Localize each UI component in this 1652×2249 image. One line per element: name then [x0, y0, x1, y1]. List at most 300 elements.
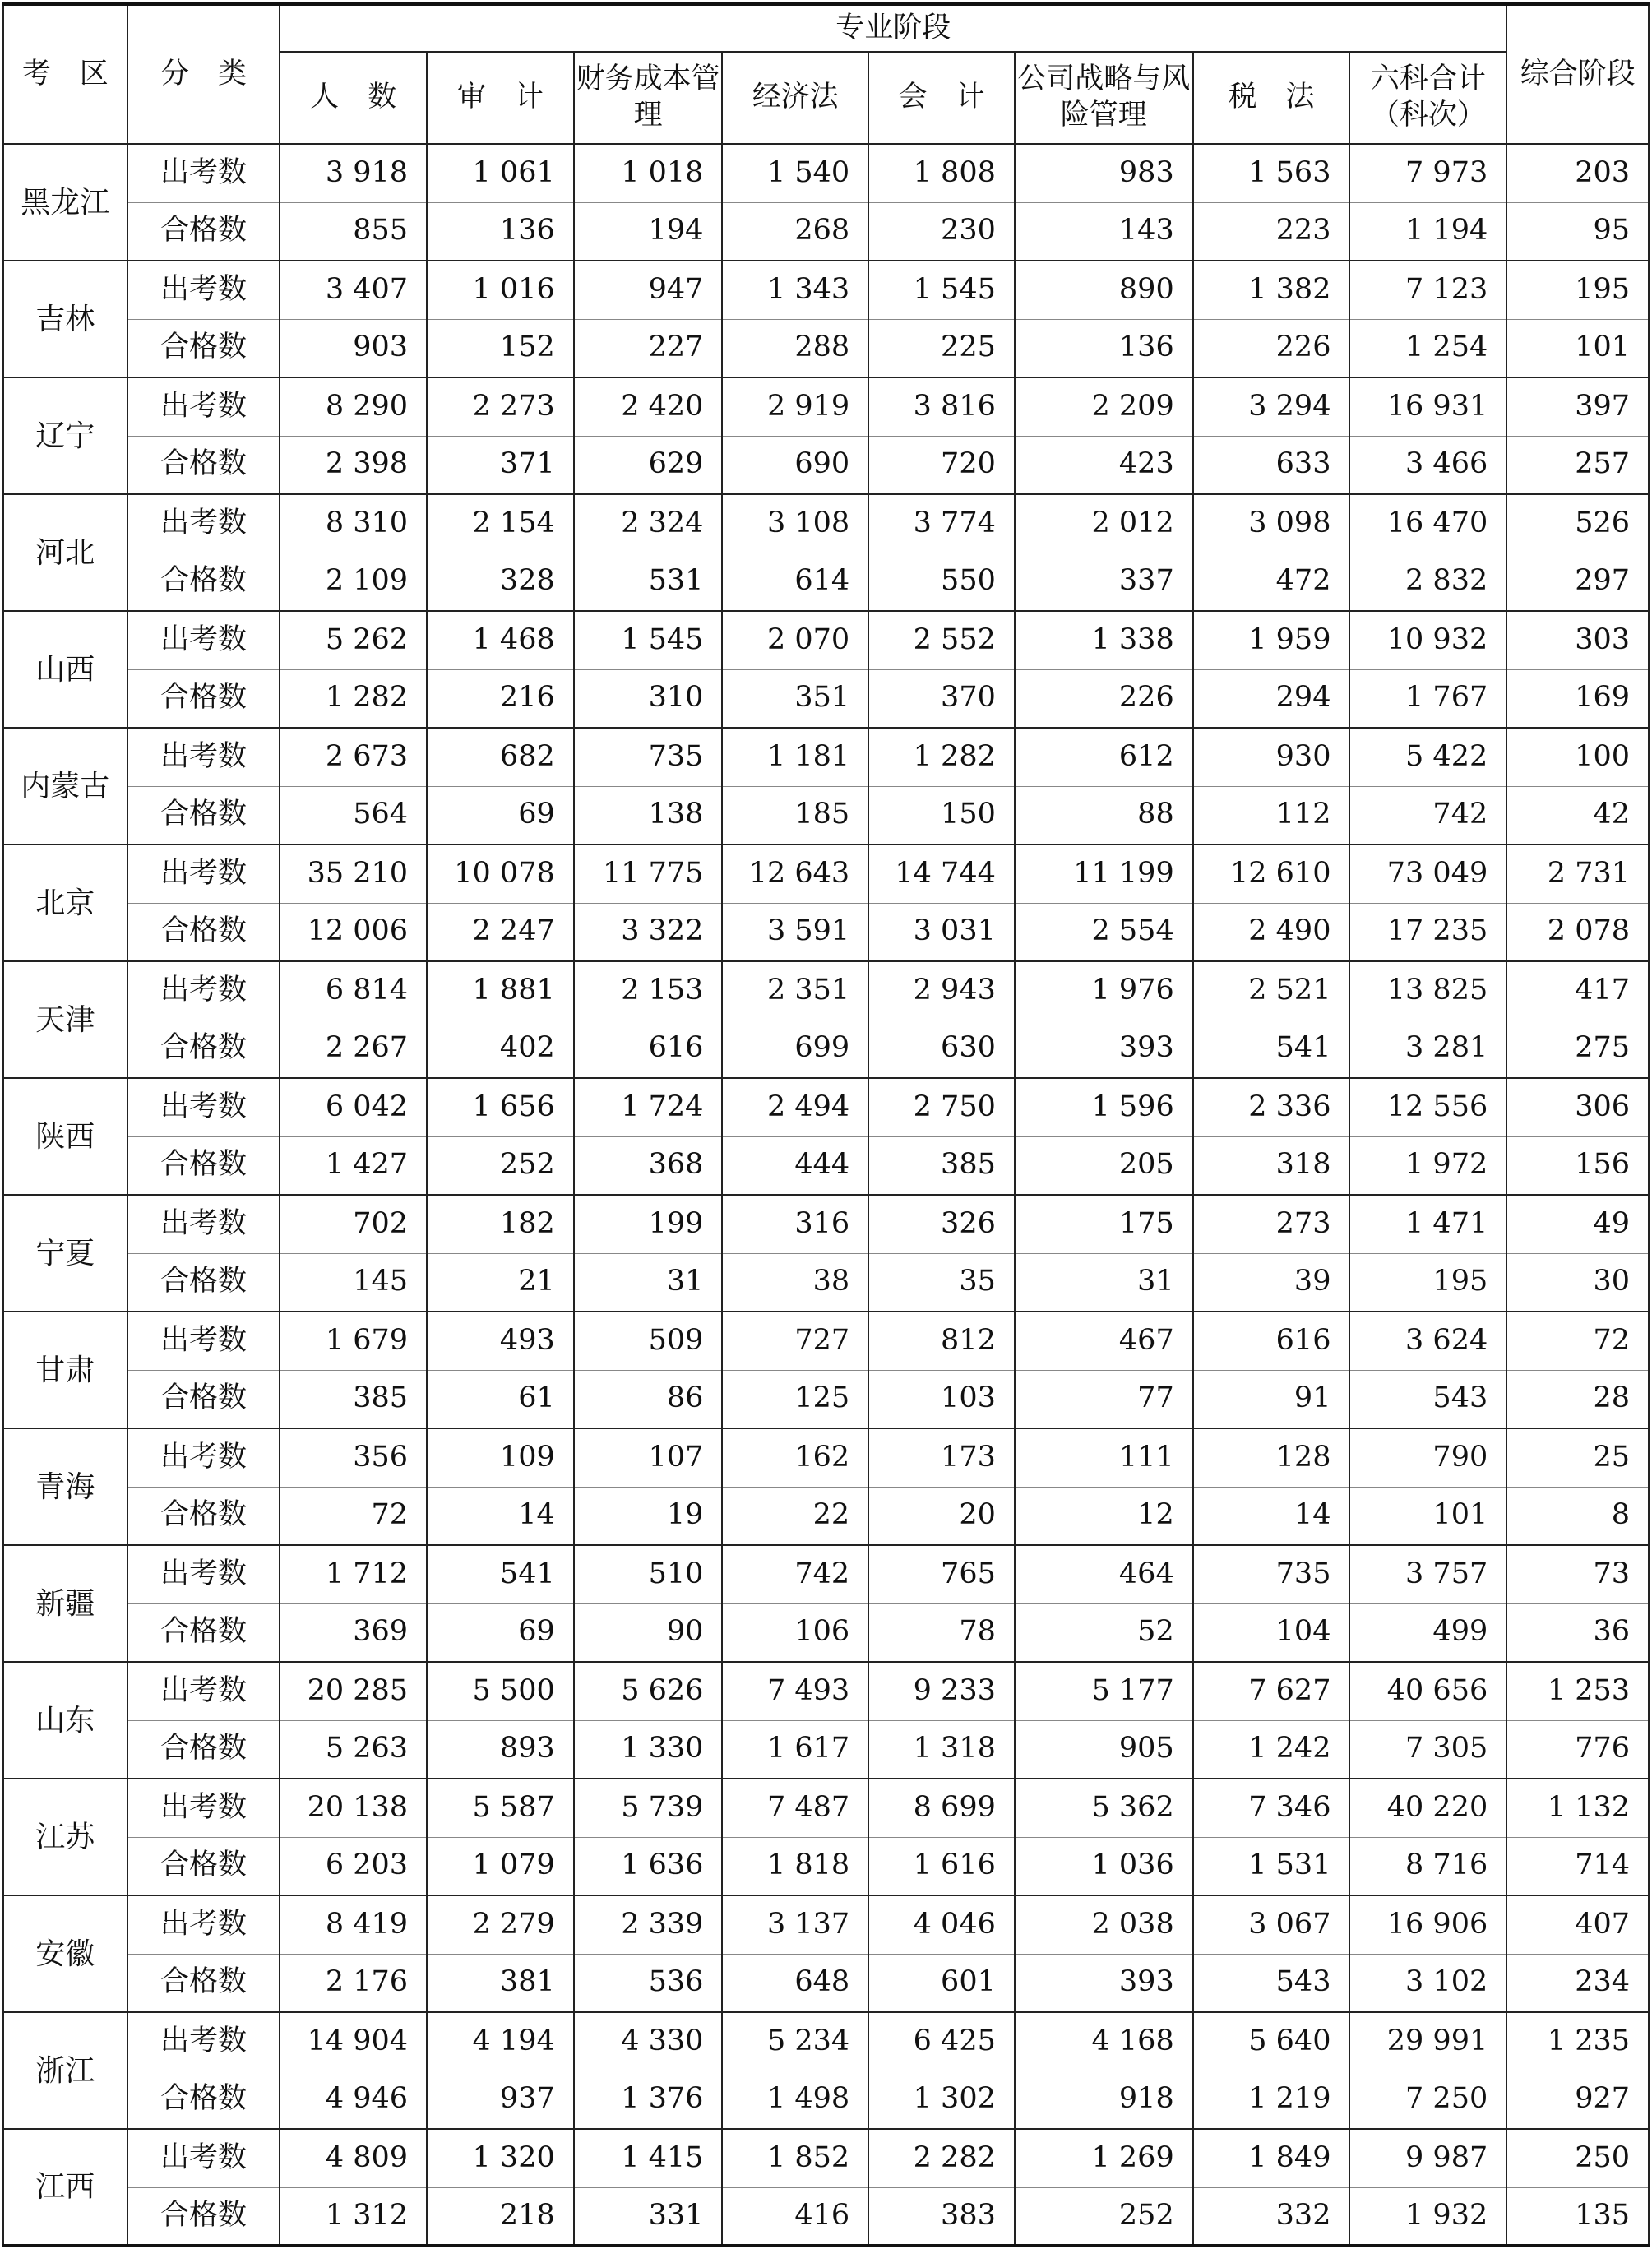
region-cell: 内蒙古 — [3, 728, 127, 845]
value-cell: 100 — [1506, 728, 1649, 786]
value-cell: 1 545 — [868, 261, 1015, 319]
value-cell: 1 320 — [427, 2129, 574, 2187]
value-cell: 947 — [574, 261, 723, 319]
value-cell: 1 932 — [1349, 2187, 1506, 2246]
value-cell: 104 — [1193, 1603, 1350, 1662]
category-cell: 合格数 — [127, 319, 280, 377]
table-row — [3, 961, 1649, 1020]
value-cell: 2 351 — [722, 961, 868, 1020]
value-cell: 1 679 — [280, 1312, 427, 1370]
value-cell: 467 — [1015, 1312, 1193, 1370]
value-cell: 720 — [868, 436, 1015, 494]
value-cell: 36 — [1506, 1603, 1649, 1662]
value-cell: 106 — [722, 1603, 868, 1662]
value-cell: 145 — [280, 1253, 427, 1312]
value-cell: 2 552 — [868, 611, 1015, 669]
category-cell: 合格数 — [127, 202, 280, 261]
value-cell: 1 269 — [1015, 2129, 1193, 2187]
value-cell: 393 — [1015, 1020, 1193, 1078]
value-cell: 351 — [722, 669, 868, 728]
header-region: 考 区 — [3, 4, 127, 144]
value-cell: 423 — [1015, 436, 1193, 494]
value-cell: 52 — [1015, 1603, 1193, 1662]
table-row — [3, 1428, 1649, 1487]
value-cell: 8 699 — [868, 1779, 1015, 1837]
table-row — [3, 494, 1649, 553]
value-cell: 3 067 — [1193, 1895, 1350, 1954]
value-cell: 185 — [722, 786, 868, 845]
value-cell: 35 — [868, 1253, 1015, 1312]
value-cell: 1 343 — [722, 261, 868, 319]
value-cell: 3 281 — [1349, 1020, 1506, 1078]
value-cell: 150 — [868, 786, 1015, 845]
value-cell: 1 338 — [1015, 611, 1193, 669]
value-cell: 143 — [1015, 202, 1193, 261]
table-row — [3, 319, 1649, 377]
value-cell: 234 — [1506, 1954, 1649, 2012]
value-cell: 3 102 — [1349, 1954, 1506, 2012]
table-row — [3, 669, 1649, 728]
table-row — [3, 1895, 1649, 1954]
value-cell: 1 545 — [574, 611, 723, 669]
table-row — [3, 1370, 1649, 1428]
category-cell: 出考数 — [127, 2012, 280, 2071]
value-cell: 138 — [574, 786, 723, 845]
value-cell: 1 253 — [1506, 1662, 1649, 1720]
category-cell: 出考数 — [127, 611, 280, 669]
value-cell: 2 750 — [868, 1078, 1015, 1136]
value-cell: 509 — [574, 1312, 723, 1370]
value-cell: 13 825 — [1349, 961, 1506, 1020]
value-cell: 536 — [574, 1954, 723, 2012]
category-cell: 出考数 — [127, 261, 280, 319]
table-row — [3, 2187, 1649, 2246]
value-cell: 35 210 — [280, 845, 427, 903]
table-row — [3, 1662, 1649, 1720]
table-row — [3, 2012, 1649, 2071]
header-financial-cost-management: 财务成本管理 — [574, 52, 723, 144]
value-cell: 5 640 — [1193, 2012, 1350, 2071]
value-cell: 20 138 — [280, 1779, 427, 1837]
value-cell: 331 — [574, 2187, 723, 2246]
category-cell: 出考数 — [127, 1428, 280, 1487]
region-cell: 青海 — [3, 1428, 127, 1545]
value-cell: 69 — [427, 1603, 574, 1662]
value-cell: 268 — [722, 202, 868, 261]
value-cell: 1 471 — [1349, 1195, 1506, 1253]
category-cell: 合格数 — [127, 2187, 280, 2246]
category-cell: 合格数 — [127, 1837, 280, 1895]
value-cell: 493 — [427, 1312, 574, 1370]
value-cell: 8 290 — [280, 377, 427, 436]
value-cell: 1 330 — [574, 1720, 723, 1779]
value-cell: 12 610 — [1193, 845, 1350, 903]
value-cell: 682 — [427, 728, 574, 786]
table-row — [3, 1779, 1649, 1837]
value-cell: 20 — [868, 1487, 1015, 1545]
header-tax-law: 税 法 — [1193, 52, 1350, 144]
value-cell: 4 330 — [574, 2012, 723, 2071]
value-cell: 1 016 — [427, 261, 574, 319]
value-cell: 162 — [722, 1428, 868, 1487]
table-body — [3, 144, 1649, 2246]
value-cell: 2 731 — [1506, 845, 1649, 903]
value-cell: 385 — [868, 1136, 1015, 1195]
value-cell: 226 — [1015, 669, 1193, 728]
value-cell: 17 235 — [1349, 903, 1506, 961]
value-cell: 6 042 — [280, 1078, 427, 1136]
value-cell: 464 — [1015, 1545, 1193, 1603]
value-cell: 601 — [868, 1954, 1015, 2012]
category-cell: 出考数 — [127, 1779, 280, 1837]
value-cell: 937 — [427, 2071, 574, 2129]
value-cell: 1 818 — [722, 1837, 868, 1895]
value-cell: 225 — [868, 319, 1015, 377]
value-cell: 4 168 — [1015, 2012, 1193, 2071]
value-cell: 385 — [280, 1370, 427, 1428]
value-cell: 397 — [1506, 377, 1649, 436]
value-cell: 3 322 — [574, 903, 723, 961]
value-cell: 257 — [1506, 436, 1649, 494]
value-cell: 275 — [1506, 1020, 1649, 1078]
value-cell: 112 — [1193, 786, 1350, 845]
value-cell: 564 — [280, 786, 427, 845]
header-comprehensive-stage: 综合阶段 — [1506, 4, 1649, 144]
value-cell: 893 — [427, 1720, 574, 1779]
category-cell: 出考数 — [127, 1662, 280, 1720]
table-row — [3, 436, 1649, 494]
value-cell: 19 — [574, 1487, 723, 1545]
value-cell: 69 — [427, 786, 574, 845]
value-cell: 195 — [1349, 1253, 1506, 1312]
value-cell: 742 — [722, 1545, 868, 1603]
value-cell: 1 881 — [427, 961, 574, 1020]
value-cell: 230 — [868, 202, 1015, 261]
value-cell: 2 339 — [574, 1895, 723, 1954]
value-cell: 1 242 — [1193, 1720, 1350, 1779]
value-cell: 226 — [1193, 319, 1350, 377]
table-row — [3, 2129, 1649, 2187]
value-cell: 855 — [280, 202, 427, 261]
category-cell: 出考数 — [127, 845, 280, 903]
category-cell: 出考数 — [127, 1195, 280, 1253]
value-cell: 2 154 — [427, 494, 574, 553]
value-cell: 7 627 — [1193, 1662, 1350, 1720]
region-cell: 黑龙江 — [3, 144, 127, 261]
category-cell: 合格数 — [127, 1487, 280, 1545]
value-cell: 1 724 — [574, 1078, 723, 1136]
value-cell: 152 — [427, 319, 574, 377]
value-cell: 3 757 — [1349, 1545, 1506, 1603]
value-cell: 2 521 — [1193, 961, 1350, 1020]
category-cell: 出考数 — [127, 1078, 280, 1136]
value-cell: 2 398 — [280, 436, 427, 494]
table-row — [3, 1312, 1649, 1370]
value-cell: 1 596 — [1015, 1078, 1193, 1136]
category-cell: 合格数 — [127, 1020, 280, 1078]
value-cell: 20 285 — [280, 1662, 427, 1720]
region-cell: 新疆 — [3, 1545, 127, 1662]
value-cell: 72 — [1506, 1312, 1649, 1370]
value-cell: 742 — [1349, 786, 1506, 845]
value-cell: 4 046 — [868, 1895, 1015, 1954]
value-cell: 21 — [427, 1253, 574, 1312]
value-cell: 3 918 — [280, 144, 427, 202]
value-cell: 16 906 — [1349, 1895, 1506, 1954]
category-cell: 出考数 — [127, 728, 280, 786]
value-cell: 472 — [1193, 553, 1350, 611]
value-cell: 1 976 — [1015, 961, 1193, 1020]
value-cell: 95 — [1506, 202, 1649, 261]
table-row — [3, 1720, 1649, 1779]
value-cell: 173 — [868, 1428, 1015, 1487]
value-cell: 2 919 — [722, 377, 868, 436]
value-cell: 2 943 — [868, 961, 1015, 1020]
table-row — [3, 1078, 1649, 1136]
value-cell: 111 — [1015, 1428, 1193, 1487]
value-cell: 776 — [1506, 1720, 1649, 1779]
value-cell: 2 109 — [280, 553, 427, 611]
value-cell: 39 — [1193, 1253, 1350, 1312]
category-cell: 合格数 — [127, 2071, 280, 2129]
value-cell: 2 494 — [722, 1078, 868, 1136]
value-cell: 690 — [722, 436, 868, 494]
value-cell: 1 849 — [1193, 2129, 1350, 2187]
value-cell: 1 415 — [574, 2129, 723, 2187]
value-cell: 381 — [427, 1954, 574, 2012]
category-cell: 合格数 — [127, 1603, 280, 1662]
value-cell: 9 987 — [1349, 2129, 1506, 2187]
region-cell: 宁夏 — [3, 1195, 127, 1312]
value-cell: 541 — [1193, 1020, 1350, 1078]
table-row — [3, 1020, 1649, 1078]
category-cell: 出考数 — [127, 961, 280, 1020]
value-cell: 14 — [427, 1487, 574, 1545]
value-cell: 383 — [868, 2187, 1015, 2246]
region-cell: 山东 — [3, 1662, 127, 1779]
region-cell: 天津 — [3, 961, 127, 1078]
value-cell: 2 153 — [574, 961, 723, 1020]
region-cell: 江西 — [3, 2129, 127, 2246]
value-cell: 7 346 — [1193, 1779, 1350, 1837]
category-cell: 合格数 — [127, 903, 280, 961]
value-cell: 2 490 — [1193, 903, 1350, 961]
category-cell: 出考数 — [127, 1545, 280, 1603]
value-cell: 1 079 — [427, 1837, 574, 1895]
value-cell: 61 — [427, 1370, 574, 1428]
table-row — [3, 903, 1649, 961]
value-cell: 1 498 — [722, 2071, 868, 2129]
value-cell: 6 814 — [280, 961, 427, 1020]
value-cell: 5 422 — [1349, 728, 1506, 786]
value-cell: 10 078 — [427, 845, 574, 903]
value-cell: 101 — [1506, 319, 1649, 377]
value-cell: 107 — [574, 1428, 723, 1487]
value-cell: 393 — [1015, 1954, 1193, 2012]
value-cell: 2 279 — [427, 1895, 574, 1954]
value-cell: 3 466 — [1349, 436, 1506, 494]
value-cell: 72 — [280, 1487, 427, 1545]
value-cell: 7 305 — [1349, 1720, 1506, 1779]
value-cell: 332 — [1193, 2187, 1350, 2246]
value-cell: 1 427 — [280, 1136, 427, 1195]
value-cell: 7 123 — [1349, 261, 1506, 319]
value-cell: 1 061 — [427, 144, 574, 202]
value-cell: 417 — [1506, 961, 1649, 1020]
value-cell: 1 636 — [574, 1837, 723, 1895]
table-row — [3, 377, 1649, 436]
table-row — [3, 786, 1649, 845]
category-cell: 出考数 — [127, 494, 280, 553]
value-cell: 8 419 — [280, 1895, 427, 1954]
value-cell: 1 808 — [868, 144, 1015, 202]
value-cell: 1 616 — [868, 1837, 1015, 1895]
value-cell: 25 — [1506, 1428, 1649, 1487]
table-row — [3, 2071, 1649, 2129]
value-cell: 16 931 — [1349, 377, 1506, 436]
value-cell: 2 554 — [1015, 903, 1193, 961]
value-cell: 2 038 — [1015, 1895, 1193, 1954]
value-cell: 648 — [722, 1954, 868, 2012]
value-cell: 12 — [1015, 1487, 1193, 1545]
value-cell: 318 — [1193, 1136, 1350, 1195]
value-cell: 1 219 — [1193, 2071, 1350, 2129]
value-cell: 3 591 — [722, 903, 868, 961]
value-cell: 735 — [1193, 1545, 1350, 1603]
value-cell: 273 — [1193, 1195, 1350, 1253]
value-cell: 73 049 — [1349, 845, 1506, 903]
value-cell: 633 — [1193, 436, 1350, 494]
value-cell: 1 540 — [722, 144, 868, 202]
category-cell: 合格数 — [127, 553, 280, 611]
value-cell: 12 556 — [1349, 1078, 1506, 1136]
value-cell: 288 — [722, 319, 868, 377]
value-cell: 616 — [574, 1020, 723, 1078]
value-cell: 2 078 — [1506, 903, 1649, 961]
value-cell: 1 312 — [280, 2187, 427, 2246]
value-cell: 294 — [1193, 669, 1350, 728]
value-cell: 7 250 — [1349, 2071, 1506, 2129]
value-cell: 31 — [1015, 1253, 1193, 1312]
value-cell: 306 — [1506, 1078, 1649, 1136]
value-cell: 368 — [574, 1136, 723, 1195]
value-cell: 6 425 — [868, 2012, 1015, 2071]
value-cell: 252 — [427, 1136, 574, 1195]
value-cell: 1 382 — [1193, 261, 1350, 319]
region-cell: 北京 — [3, 845, 127, 961]
value-cell: 1 282 — [280, 669, 427, 728]
region-cell: 陕西 — [3, 1078, 127, 1195]
value-cell: 444 — [722, 1136, 868, 1195]
value-cell: 9 233 — [868, 1662, 1015, 1720]
value-cell: 14 744 — [868, 845, 1015, 903]
value-cell: 136 — [427, 202, 574, 261]
value-cell: 541 — [427, 1545, 574, 1603]
value-cell: 5 500 — [427, 1662, 574, 1720]
value-cell: 702 — [280, 1195, 427, 1253]
value-cell: 182 — [427, 1195, 574, 1253]
value-cell: 5 587 — [427, 1779, 574, 1837]
category-cell: 出考数 — [127, 2129, 280, 2187]
header-audit: 审 计 — [427, 52, 574, 144]
value-cell: 1 254 — [1349, 319, 1506, 377]
value-cell: 5 626 — [574, 1662, 723, 1720]
value-cell: 1 972 — [1349, 1136, 1506, 1195]
value-cell: 136 — [1015, 319, 1193, 377]
table-row — [3, 1837, 1649, 1895]
value-cell: 930 — [1193, 728, 1350, 786]
category-cell: 合格数 — [127, 1253, 280, 1312]
value-cell: 218 — [427, 2187, 574, 2246]
value-cell: 29 991 — [1349, 2012, 1506, 2071]
value-cell: 369 — [280, 1603, 427, 1662]
value-cell: 407 — [1506, 1895, 1649, 1954]
value-cell: 531 — [574, 553, 723, 611]
category-cell: 合格数 — [127, 786, 280, 845]
category-cell: 合格数 — [127, 1370, 280, 1428]
value-cell: 2 012 — [1015, 494, 1193, 553]
value-cell: 402 — [427, 1020, 574, 1078]
header-category: 分 类 — [127, 4, 280, 144]
value-cell: 735 — [574, 728, 723, 786]
value-cell: 4 194 — [427, 2012, 574, 2071]
value-cell: 2 420 — [574, 377, 723, 436]
value-cell: 11 199 — [1015, 845, 1193, 903]
value-cell: 1 563 — [1193, 144, 1350, 202]
table-row — [3, 1954, 1649, 2012]
value-cell: 2 832 — [1349, 553, 1506, 611]
value-cell: 128 — [1193, 1428, 1350, 1487]
region-cell: 安徽 — [3, 1895, 127, 2012]
value-cell: 28 — [1506, 1370, 1649, 1428]
header-people: 人 数 — [280, 52, 427, 144]
value-cell: 297 — [1506, 553, 1649, 611]
value-cell: 3 108 — [722, 494, 868, 553]
table-row — [3, 1603, 1649, 1662]
value-cell: 727 — [722, 1312, 868, 1370]
value-cell: 1 194 — [1349, 202, 1506, 261]
value-cell: 40 656 — [1349, 1662, 1506, 1720]
region-cell: 河北 — [3, 494, 127, 611]
value-cell: 3 098 — [1193, 494, 1350, 553]
value-cell: 8 310 — [280, 494, 427, 553]
value-cell: 890 — [1015, 261, 1193, 319]
value-cell: 227 — [574, 319, 723, 377]
value-cell: 3 407 — [280, 261, 427, 319]
header-strategy-risk-management: 公司战略与风险管理 — [1015, 52, 1193, 144]
category-cell: 合格数 — [127, 436, 280, 494]
value-cell: 103 — [868, 1370, 1015, 1428]
value-cell: 714 — [1506, 1837, 1649, 1895]
value-cell: 614 — [722, 553, 868, 611]
value-cell: 765 — [868, 1545, 1015, 1603]
value-cell: 14 — [1193, 1487, 1350, 1545]
value-cell: 2 247 — [427, 903, 574, 961]
value-cell: 356 — [280, 1428, 427, 1487]
header-six-subject-total: 六科合计（科次） — [1349, 52, 1506, 144]
region-cell: 辽宁 — [3, 377, 127, 494]
table-row — [3, 611, 1649, 669]
value-cell: 12 643 — [722, 845, 868, 903]
table-row — [3, 728, 1649, 786]
value-cell: 790 — [1349, 1428, 1506, 1487]
value-cell: 194 — [574, 202, 723, 261]
table-row — [3, 1136, 1649, 1195]
value-cell: 135 — [1506, 2187, 1649, 2246]
value-cell: 3 816 — [868, 377, 1015, 436]
value-cell: 169 — [1506, 669, 1649, 728]
value-cell: 2 070 — [722, 611, 868, 669]
